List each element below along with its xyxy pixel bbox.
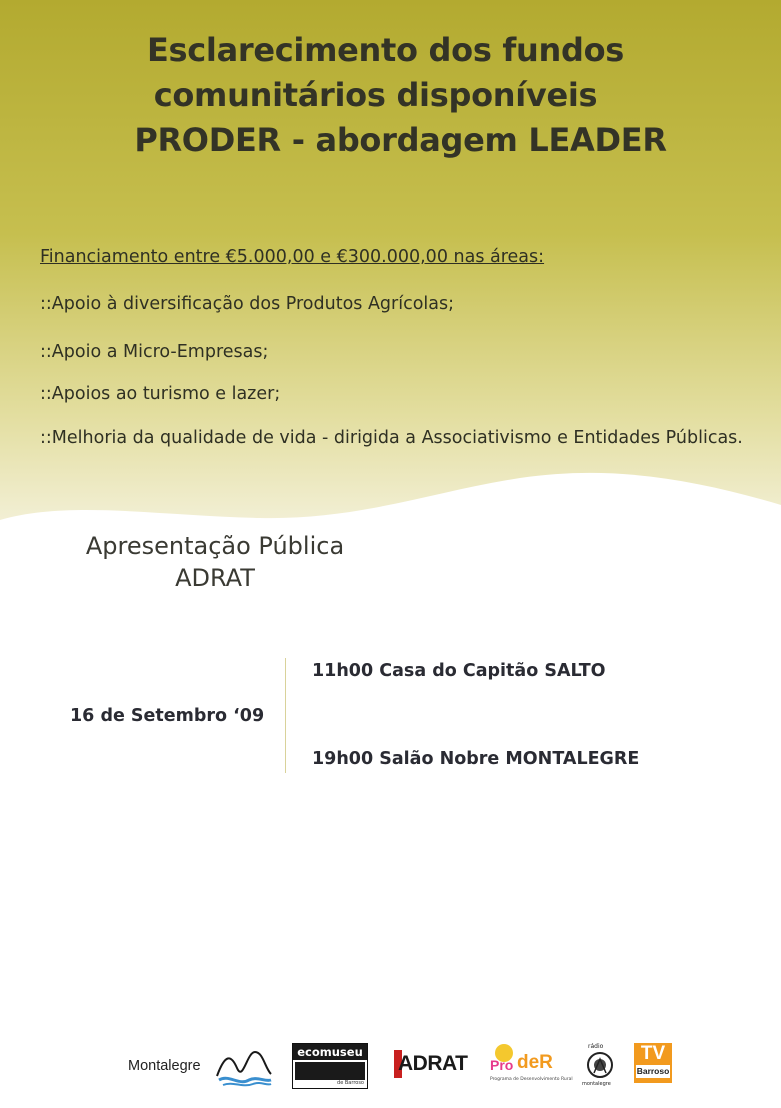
ecomuseu-logo-subtext: de Barroso [337,1080,364,1086]
headline [0,28,781,163]
event-date: 16 de Setembro ‘09 [70,706,265,726]
presentation-organizer: ADRAT [175,564,255,592]
mountain-wave-icon [215,1048,273,1088]
ecomuseu-logo [292,1043,368,1089]
session-evening: 19h00 Salão Nobre MONTALEGRE [312,749,640,769]
proder-logo [490,1043,573,1087]
montalegre-logo-text: Montalegre [128,1058,201,1074]
tv-logo-subtext: Barroso [636,1066,670,1076]
presentation-heading [60,530,370,594]
presentation-title: Apresentação Pública [85,532,345,560]
proder-logo-subtext: Programa de Desenvolvimento Rural [490,1077,573,1082]
radio-logo-text: rádio [588,1043,604,1050]
session-morning: 11h00 Casa do Capitão SALTO [312,661,606,681]
ecomuseu-logo-text: ecomuseu [293,1044,367,1060]
headline-line-1: Esclarecimento dos fundos [146,31,625,69]
adrat-logo-text: ADRAT [398,1052,468,1075]
proder-logo-der: deR [517,1052,553,1073]
montalegre-logo [128,1048,273,1088]
radio-logo-subtext: montalegre [582,1081,611,1087]
funding-item: ::Apoio à diversificação dos Produtos Agrícolas; [40,294,455,314]
headline-line-3: PRODER - abordagem LEADER [134,121,667,159]
funding-item: ::Apoios ao turismo e lazer; [40,384,281,404]
sponsor-logos [0,1040,781,1100]
tv-logo-text: TV [640,1043,666,1064]
proder-logo-pro: Pro [490,1057,514,1073]
funding-item: ::Melhoria da qualidade de vida - dirigida a Associativismo e Entidades Públicas. [40,428,743,448]
funding-intro: Financiamento entre €5.000,00 e €300.000,00 nas áreas: [40,247,545,267]
radio-emblem-icon [586,1051,614,1079]
radio-logo [582,1043,618,1089]
tv-barroso-logo [634,1043,672,1083]
divider [285,658,286,773]
adrat-logo [394,1050,468,1080]
ecomuseu-logo-box [295,1062,365,1080]
headline-line-2: comunitários disponíveis [153,76,598,114]
funding-item: ::Apoio a Micro-Empresas; [40,342,269,362]
